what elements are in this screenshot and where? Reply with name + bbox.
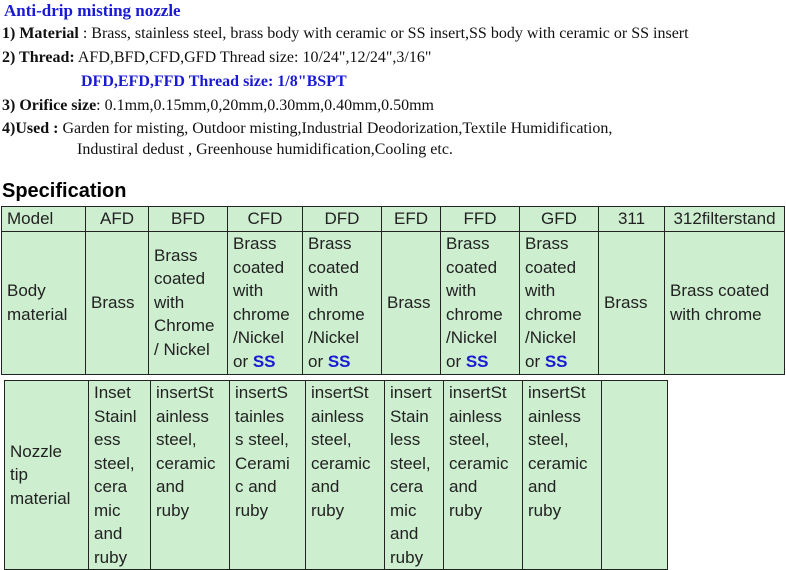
body-material-cell: Brass — [599, 232, 665, 375]
material-text: : Brass, stainless steel, brass body with ceramic or SS insert,SS body with ceramic or SS insert — [78, 25, 689, 42]
orifice-text: : 0.1mm,0.15mm,0,20mm,0.30mm,0.40mm,0.50mm — [96, 97, 434, 114]
page-title: Anti-drip misting nozzle — [4, 1, 181, 20]
thread-label: 2) Thread: — [2, 49, 75, 66]
header-cell: CFD — [228, 207, 303, 232]
header-cell: 312filterstand — [665, 207, 785, 232]
body-material-cell: Brass coated with chrome /Nickel or SS — [303, 232, 382, 375]
header-cell: BFD — [149, 207, 228, 232]
orifice-label: 3) Orifice size — [2, 97, 97, 114]
ss-highlight: SS — [327, 351, 351, 371]
nozzle-tip-row — [5, 381, 668, 570]
nozzle-tip-cell: insertSt ainless steel, ceramic and ruby — [151, 381, 230, 570]
specification-heading: Specification — [2, 180, 127, 202]
body-material-cell: Brass — [86, 232, 149, 375]
nozzle-tip-cell: insertSt ainless steel, ceramic and ruby — [444, 381, 523, 570]
body-material-cell: Brass coated with chrome — [665, 232, 785, 375]
row-label: Body material — [2, 232, 86, 375]
nozzle-tip-cell: Inset Stainl ess steel, cera mic and ruby — [89, 381, 151, 570]
body-material-cell: Brass coated with chrome /Nickel or SS — [520, 232, 599, 375]
ss-highlight: SS — [544, 351, 568, 371]
nozzle-tip-cell: insertSt ainless steel, ceramic and ruby — [306, 381, 385, 570]
nozzle-tip-cell: insert Stain less steel, cera mic and ruby — [385, 381, 444, 570]
nozzle-tip-cell: insertS tainles s steel, Cerami c and ruby — [230, 381, 306, 570]
header-cell: EFD — [382, 207, 441, 232]
body-material-cell: Brass coated with chrome /Nickel or SS — [441, 232, 520, 375]
material-label: 1) Material — [2, 25, 79, 42]
body-material-cell: Brass coated with Chrome / Nickel — [149, 232, 228, 375]
specification-table — [1, 206, 785, 375]
nozzle-tip-cell: insertSt ainless steel, ceramic and ruby — [523, 381, 602, 570]
header-cell: FFD — [441, 207, 520, 232]
thread-bspt-line: DFD,EFD,FFD Thread size: 1/8"BSPT — [81, 73, 347, 90]
used-text: Garden for misting, Outdoor misting,Industrial Deodorization,Textile Humidification, — [58, 120, 613, 137]
thread-text: AFD,BFD,CFD,GFD Thread size: 10/24",12/24",3/16" — [74, 49, 432, 66]
header-cell: Model — [2, 207, 86, 232]
header-cell: DFD — [303, 207, 382, 232]
used-line — [2, 120, 612, 138]
body-material-cell: Brass — [382, 232, 441, 375]
used-label: 4)Used : — [2, 120, 59, 137]
header-cell: AFD — [86, 207, 149, 232]
nozzle-tip-cell — [602, 381, 668, 570]
material-line — [2, 25, 689, 43]
body-material-row — [2, 232, 785, 375]
row-label: Nozzle tip material — [5, 381, 89, 570]
orifice-line — [2, 97, 434, 115]
table-header-row — [2, 207, 785, 232]
used-line-2: Industiral dedust , Greenhouse humidification,Cooling etc. — [77, 141, 453, 158]
body-material-cell: Brass coated with chrome /Nickel or SS — [228, 232, 303, 375]
nozzle-tip-table — [4, 380, 668, 570]
thread-line — [2, 49, 431, 67]
header-cell: 311 — [599, 207, 665, 232]
ss-highlight: SS — [252, 351, 276, 371]
header-cell: GFD — [520, 207, 599, 232]
ss-highlight: SS — [465, 351, 489, 371]
